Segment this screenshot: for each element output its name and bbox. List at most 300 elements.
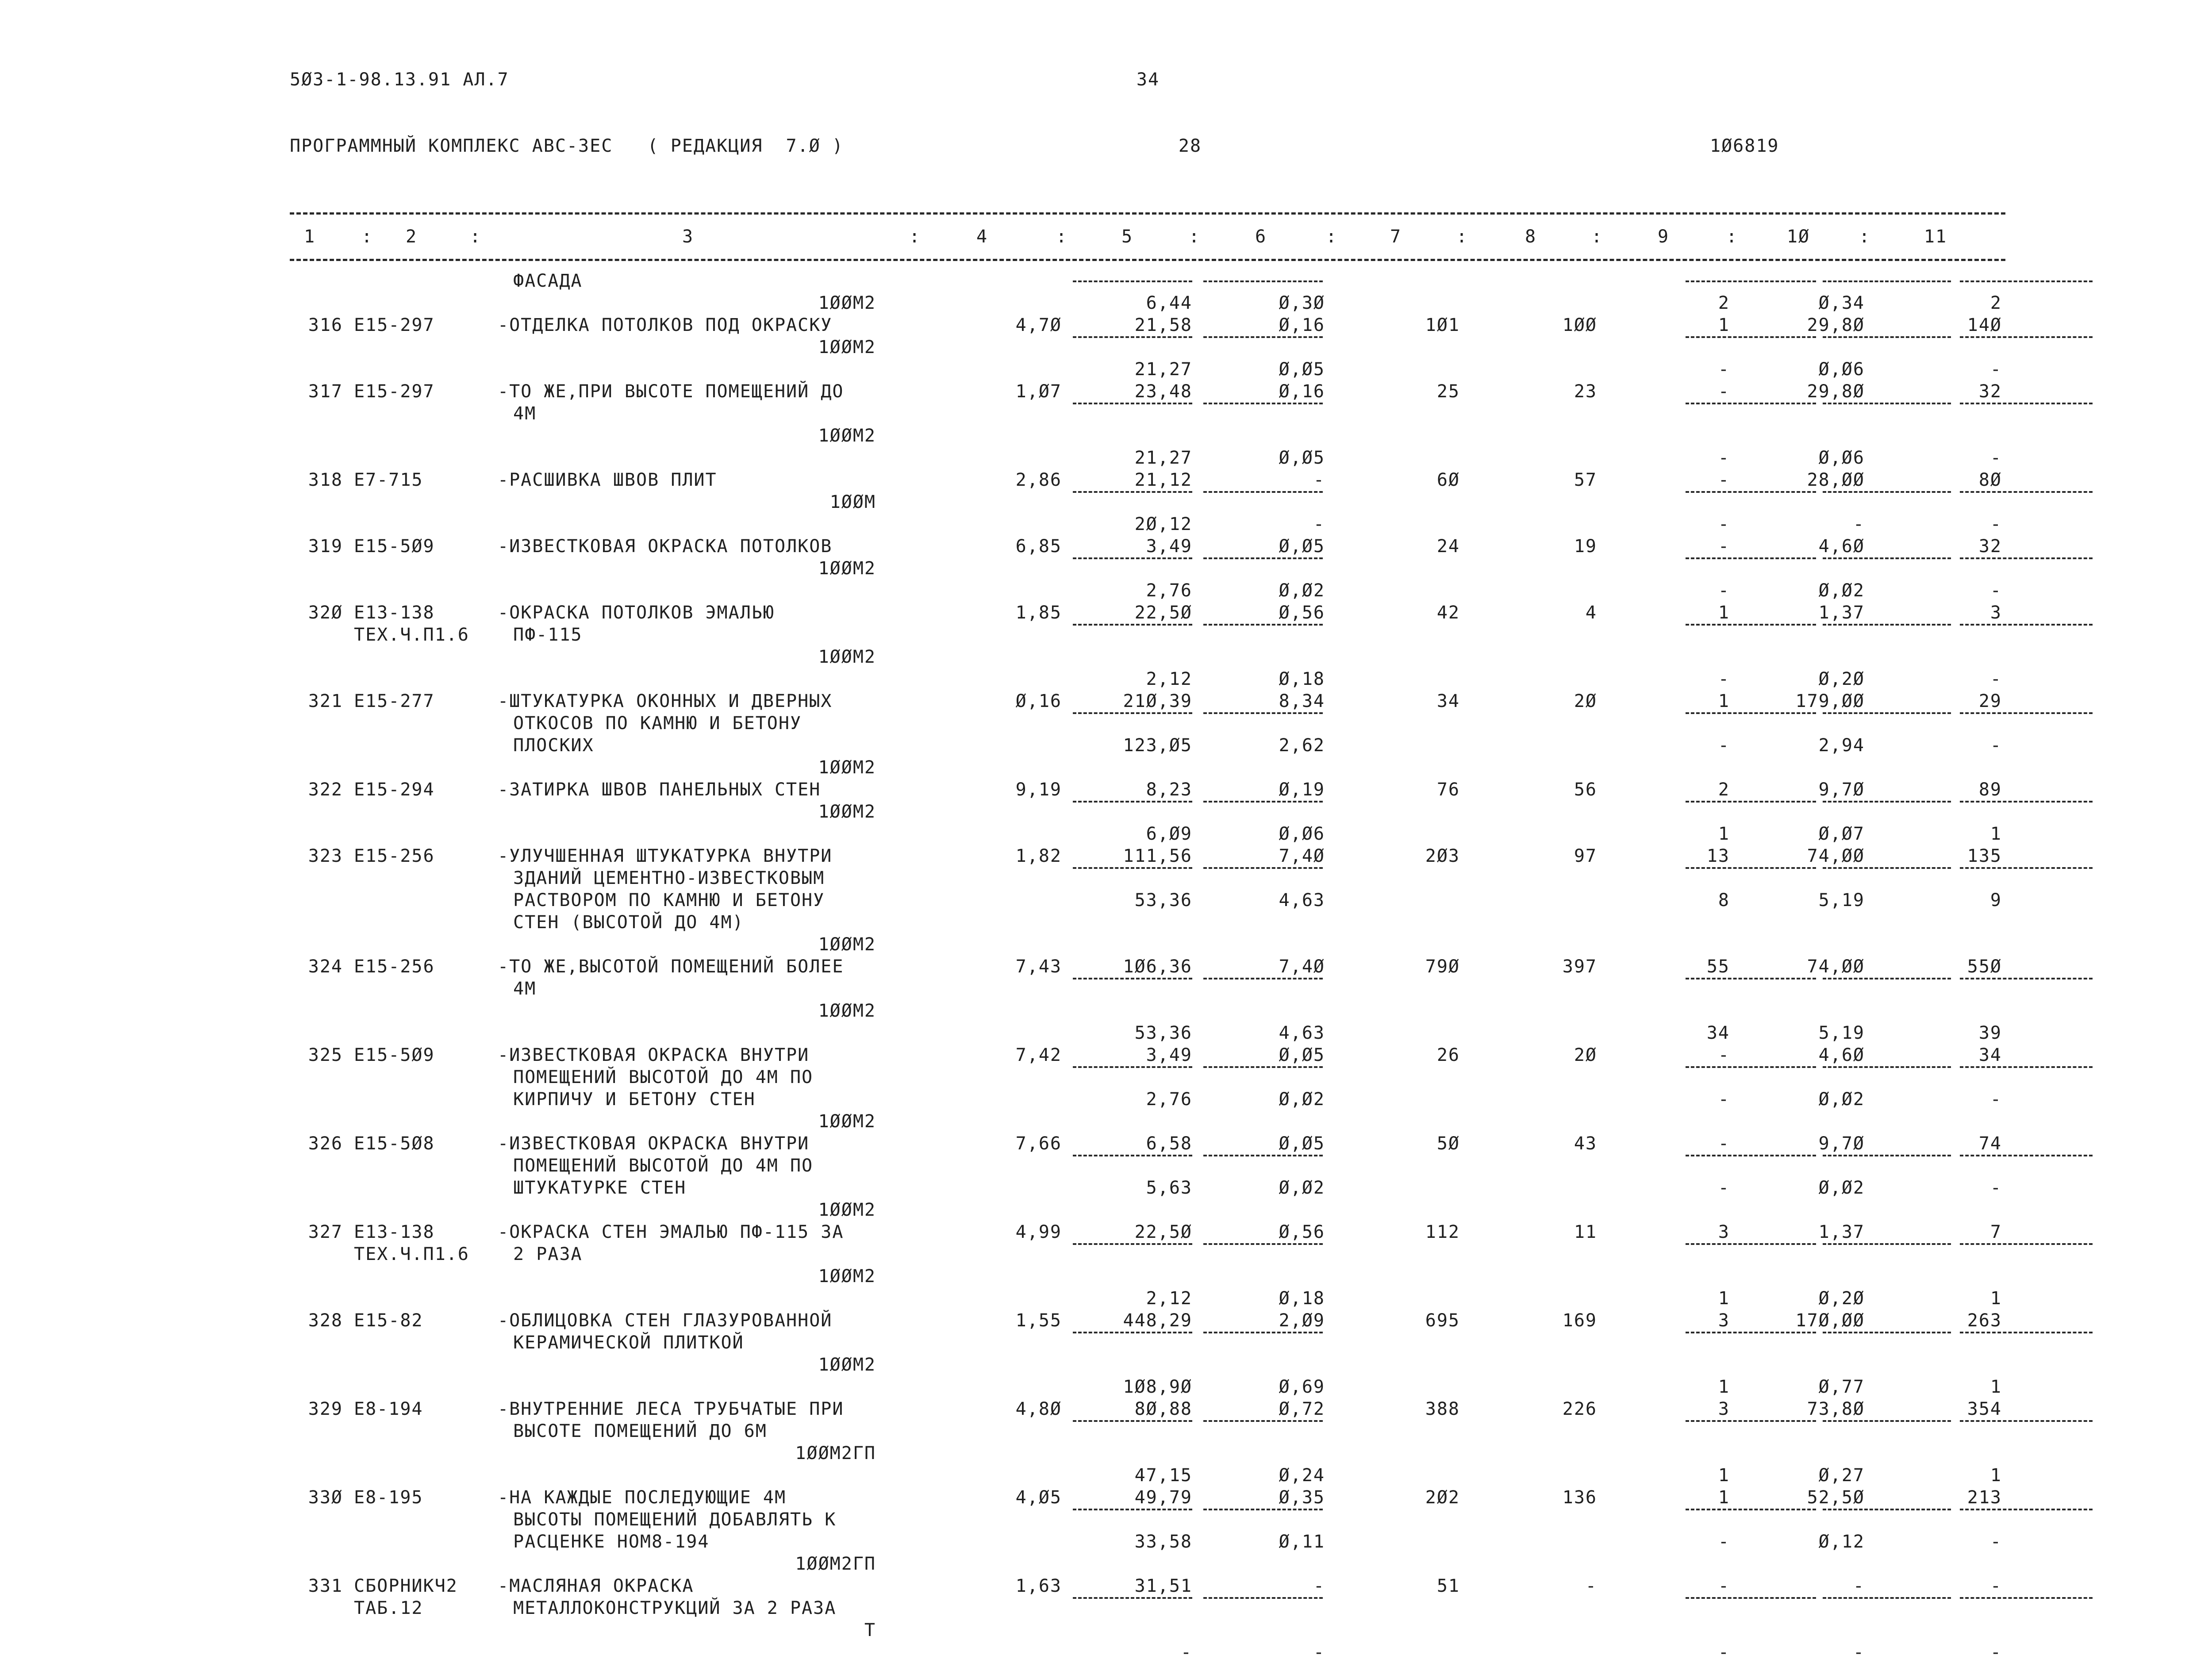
cell-c11: - (1990, 448, 2002, 468)
row-code: Е15-277 (354, 691, 435, 711)
row-code: Е8-194 (354, 1399, 423, 1419)
c11-dash-line (1960, 1597, 2093, 1599)
column-number: 3 (682, 227, 694, 247)
row-number: 33Ø (308, 1487, 343, 1508)
cell-c10: 29,8Ø (1807, 315, 1865, 335)
cell-c7: 2Ø3 (1425, 846, 1460, 866)
cell-c6: Ø,Ø5 (1279, 1133, 1325, 1154)
c5-dash-line (1073, 867, 1192, 869)
column-number: 2 (405, 227, 418, 247)
cell-c9: 2 (1718, 293, 1730, 313)
row-code: Е15-5Ø9 (354, 1045, 435, 1065)
cell-c10: Ø,2Ø (1818, 669, 1865, 689)
cell-c7: 79Ø (1425, 956, 1460, 977)
cell-c7: 42 (1436, 603, 1460, 623)
column-number: 11 (1924, 227, 1947, 247)
unit-label: 1ØØМ2 (818, 1200, 876, 1220)
c9-dash-line (1686, 624, 1816, 626)
cell-c7: 76 (1436, 780, 1460, 800)
cell-c6: Ø,18 (1279, 669, 1325, 689)
cell-c10: 9,7Ø (1818, 1133, 1865, 1154)
cell-c7: 2Ø2 (1425, 1487, 1460, 1508)
cell-c9: 1 (1718, 603, 1730, 623)
cell-c10: Ø,Ø2 (1818, 1178, 1865, 1198)
row-description: ПЛОСКИХ (513, 735, 594, 756)
cell-c10: Ø,Ø2 (1818, 1089, 1865, 1110)
c11-dash-line (1960, 491, 2093, 493)
row-number: 324 (308, 956, 343, 977)
cell-c6: 7,4Ø (1279, 846, 1325, 866)
c5-dash-line (1073, 336, 1192, 338)
cell-c11: 2 (1990, 293, 2002, 313)
cell-c5: 21,58 (1134, 315, 1192, 335)
column-separator: : (1056, 227, 1068, 247)
cell-c6: Ø,3Ø (1279, 293, 1325, 313)
c9-dash-line (1686, 1155, 1816, 1156)
c10-dash-line (1823, 1509, 1951, 1510)
page-number: 34 (1136, 69, 1160, 90)
row-description: РАСТВОРОМ ПО КАМНЮ И БЕТОНУ (513, 890, 825, 910)
cell-c11: 55Ø (1967, 956, 2002, 977)
c9-dash-line (1686, 1420, 1816, 1422)
cell-c6: Ø,69 (1279, 1377, 1325, 1397)
row-description: КЕРАМИЧЕСКОЙ ПЛИТКОЙ (513, 1333, 744, 1353)
c10-dash-line (1823, 1332, 1951, 1333)
cell-c4: 7,42 (1015, 1045, 1062, 1065)
cell-c5: 21Ø,39 (1123, 691, 1192, 711)
c9-dash-line (1686, 491, 1816, 493)
row-code: ТЕХ.Ч.П1.6 (354, 625, 469, 645)
cell-c11: 39 (1978, 1023, 2002, 1043)
cell-c5: 2Ø,12 (1134, 514, 1192, 534)
cell-c6: 2,Ø9 (1279, 1310, 1325, 1331)
cell-c9: - (1718, 470, 1730, 490)
cell-c10: 4,6Ø (1818, 536, 1865, 557)
c10-dash-line (1823, 557, 1951, 559)
row-code: Е8-195 (354, 1487, 423, 1508)
cell-c5: 8,23 (1146, 780, 1192, 800)
cell-c11: - (1990, 514, 2002, 534)
sheet-number: 28 (1178, 136, 1202, 156)
c9-dash-line (1686, 1597, 1816, 1599)
cell-c5: 8Ø,88 (1134, 1399, 1192, 1419)
c9-dash-line (1686, 978, 1816, 979)
c10-dash-line (1823, 801, 1951, 803)
unit-label: 1ØØМ2 (818, 1111, 876, 1132)
cell-c6: Ø,Ø6 (1279, 824, 1325, 844)
column-separator: : (1456, 227, 1468, 247)
cell-c10: Ø,Ø7 (1818, 824, 1865, 844)
c6-dash-line (1203, 1155, 1323, 1156)
cell-c9: - (1718, 1576, 1730, 1596)
cell-c5: 2,12 (1146, 669, 1192, 689)
c9-dash-line (1686, 403, 1816, 404)
cell-c5: 31,51 (1134, 1576, 1192, 1596)
cell-c5: 6,44 (1146, 293, 1192, 313)
c5-dash-line (1073, 491, 1192, 493)
cell-c6: Ø,Ø2 (1279, 1089, 1325, 1110)
cell-c5: 21,27 (1134, 448, 1192, 468)
c6-dash-line (1203, 1066, 1323, 1068)
cell-c8: 4 (1585, 603, 1597, 623)
cell-c7: 1Ø1 (1425, 315, 1460, 335)
c6-dash-line (1203, 712, 1323, 714)
cell-c7: 5Ø (1436, 1133, 1460, 1154)
cell-c8: 2Ø (1574, 691, 1597, 711)
cell-c11: 1 (1990, 1288, 2002, 1309)
row-code: Е15-294 (354, 780, 435, 800)
cell-c11: - (1990, 1532, 2002, 1552)
cell-c10: - (1853, 1642, 1865, 1663)
section-text: ФАСАДА (513, 271, 583, 291)
cell-c8: 57 (1574, 470, 1597, 490)
column-number: 1Ø (1786, 227, 1810, 247)
cell-c9: 55 (1706, 956, 1730, 977)
c11-dash-line (1960, 978, 2093, 979)
column-separator: : (1325, 227, 1338, 247)
cell-c6: 4,63 (1279, 1023, 1325, 1043)
cell-c9: 3 (1718, 1399, 1730, 1419)
c5-dash-line (1073, 978, 1192, 979)
column-number: 8 (1525, 227, 1537, 247)
column-number: 1 (303, 227, 316, 247)
row-number: 326 (308, 1133, 343, 1154)
column-number: 7 (1390, 227, 1402, 247)
c11-dash-line (1960, 867, 2093, 869)
cell-c10: 28,ØØ (1807, 470, 1865, 490)
unit-label: 1ØØМ2 (818, 1355, 876, 1375)
cell-c10: Ø,Ø2 (1818, 580, 1865, 601)
cell-c4: 1,63 (1015, 1576, 1062, 1596)
cell-c10: 52,5Ø (1807, 1487, 1865, 1508)
column-separator: : (909, 227, 921, 247)
cell-c9: 3 (1718, 1222, 1730, 1242)
cell-c8: 19 (1574, 536, 1597, 557)
cell-c6: Ø,56 (1279, 1222, 1325, 1242)
cell-c6: 4,63 (1279, 890, 1325, 910)
row-number: 327 (308, 1222, 343, 1242)
c10-dash-line (1823, 867, 1951, 869)
cell-c9: - (1718, 1089, 1730, 1110)
cell-c4: 7,43 (1015, 956, 1062, 977)
c10-dash-line (1823, 1155, 1951, 1156)
cell-c9: - (1718, 669, 1730, 689)
cell-c10: 2,94 (1818, 735, 1865, 756)
cell-c8: 56 (1574, 780, 1597, 800)
cell-c11: 29 (1978, 691, 2002, 711)
c9-dash-line (1686, 1243, 1816, 1245)
cell-c9: 8 (1718, 890, 1730, 910)
cell-c4: Ø,16 (1015, 691, 1062, 711)
cell-c7: 695 (1425, 1310, 1460, 1331)
cell-c5: 22,5Ø (1134, 1222, 1192, 1242)
cell-c11: - (1990, 1576, 2002, 1596)
cell-c10: Ø,12 (1818, 1532, 1865, 1552)
row-description: -ОКРАСКА ПОТОЛКОВ ЭМАЛЬЮ (498, 603, 775, 623)
row-code: Е13-138 (354, 603, 435, 623)
cell-c8: 2Ø (1574, 1045, 1597, 1065)
c11-dash-line (1960, 557, 2093, 559)
cell-c5: 53,36 (1134, 1023, 1192, 1043)
cell-c11: 1 (1990, 824, 2002, 844)
row-description: ПОМЕЩЕНИЙ ВЫСОТОЙ ДО 4М ПО (513, 1156, 814, 1176)
cell-c9: - (1718, 359, 1730, 380)
row-description: -ИЗВЕСТКОВАЯ ОКРАСКА ВНУТРИ (498, 1133, 810, 1154)
c5-dash-line (1073, 1243, 1192, 1245)
cell-c8: - (1585, 1576, 1597, 1596)
row-description: -ИЗВЕСТКОВАЯ ОКРАСКА ПОТОЛКОВ (498, 536, 833, 557)
c11-dash-line (1960, 403, 2093, 404)
cell-c5: 6,Ø9 (1146, 824, 1192, 844)
row-code: ТЕХ.Ч.П1.6 (354, 1244, 469, 1264)
c9-dash-line (1686, 1509, 1816, 1510)
cell-c9: 1 (1718, 691, 1730, 711)
c9-dash-line (1686, 867, 1816, 869)
c10-dash-line (1823, 280, 1951, 282)
row-description: -МАСЛЯНАЯ ОКРАСКА (498, 1576, 694, 1596)
c9-dash-line (1686, 557, 1816, 559)
cell-c9: 3 (1718, 1310, 1730, 1331)
cell-c10: 5,19 (1818, 1023, 1865, 1043)
unit-label: 1ØØМ2 (818, 337, 876, 357)
cell-c10: 74,ØØ (1807, 846, 1865, 866)
c5-dash-line (1073, 1332, 1192, 1333)
cell-c9: 1 (1718, 1465, 1730, 1486)
c5-dash-line (1073, 1597, 1192, 1599)
cell-c6: Ø,11 (1279, 1532, 1325, 1552)
c10-dash-line (1823, 712, 1951, 714)
c10-dash-line (1823, 336, 1951, 338)
cell-c9: 1 (1718, 1377, 1730, 1397)
cell-c8: 397 (1562, 956, 1597, 977)
c11-dash-line (1960, 1243, 2093, 1245)
row-code: Е15-297 (354, 315, 435, 335)
cell-c7: 26 (1436, 1045, 1460, 1065)
cell-c11: - (1990, 580, 2002, 601)
cell-c5: 2,76 (1146, 580, 1192, 601)
cell-c9: - (1718, 1133, 1730, 1154)
row-code: Е15-297 (354, 381, 435, 402)
cell-c11: 3 (1990, 603, 2002, 623)
cell-c4: 4,8Ø (1015, 1399, 1062, 1419)
cell-c9: 1 (1718, 824, 1730, 844)
cell-c11: - (1990, 1089, 2002, 1110)
c5-dash-line (1073, 712, 1192, 714)
cell-c11: 213 (1967, 1487, 2002, 1508)
cell-c11: 32 (1978, 381, 2002, 402)
column-separator: : (361, 227, 373, 247)
cell-c6: Ø,35 (1279, 1487, 1325, 1508)
row-number: 319 (308, 536, 343, 557)
row-description: ВЫСОТЕ ПОМЕЩЕНИЙ ДО 6М (513, 1421, 767, 1441)
row-code: Е7-715 (354, 470, 423, 490)
c6-dash-line (1203, 557, 1323, 559)
cell-c10: 74,ØØ (1807, 956, 1865, 977)
cell-c11: 14Ø (1967, 315, 2002, 335)
row-description: ПФ-115 (513, 625, 583, 645)
cell-c7: 34 (1436, 691, 1460, 711)
header-rule-bottom (290, 259, 2005, 261)
unit-label: 1ØØМ2ГП (795, 1443, 876, 1463)
column-separator: : (1859, 227, 1871, 247)
cell-c10: 29,8Ø (1807, 381, 1865, 402)
row-code: Е13-138 (354, 1222, 435, 1242)
unit-label: 1ØØМ2 (818, 426, 876, 446)
cell-c10: 17Ø,ØØ (1795, 1310, 1865, 1331)
cell-c6: - (1313, 1576, 1325, 1596)
row-description: ВЫСОТЫ ПОМЕЩЕНИЙ ДОБАВЛЯТЬ К (513, 1509, 837, 1530)
c6-dash-line (1203, 1509, 1323, 1510)
cell-c11: 32 (1978, 536, 2002, 557)
row-number: 316 (308, 315, 343, 335)
unit-label: Т (864, 1620, 876, 1640)
unit-label: 1ØØМ2 (818, 1266, 876, 1287)
c6-dash-line (1203, 624, 1323, 626)
cell-c10: - (1853, 514, 1865, 534)
cell-c10: Ø,Ø6 (1818, 359, 1865, 380)
cell-c9: - (1718, 1532, 1730, 1552)
cell-c11: 1 (1990, 1377, 2002, 1397)
cell-c6: 2,62 (1279, 735, 1325, 756)
cell-c10: Ø,27 (1818, 1465, 1865, 1486)
cell-c9: 34 (1706, 1023, 1730, 1043)
cell-c4: 7,66 (1015, 1133, 1062, 1154)
cell-c9: - (1718, 1178, 1730, 1198)
cell-c5: 49,79 (1134, 1487, 1192, 1508)
row-description: -ОКРАСКА СТЕН ЭМАЛЬЮ ПФ-115 ЗА (498, 1222, 844, 1242)
cell-c6: Ø,Ø5 (1279, 1045, 1325, 1065)
row-number: 328 (308, 1310, 343, 1331)
c11-dash-line (1960, 280, 2093, 282)
c10-dash-line (1823, 1243, 1951, 1245)
column-number: 5 (1121, 227, 1133, 247)
cell-c6: Ø,72 (1279, 1399, 1325, 1419)
row-description: 2 РАЗА (513, 1244, 583, 1264)
unit-label: 1ØØМ2 (818, 934, 876, 955)
c5-dash-line (1073, 1155, 1192, 1156)
cell-c8: 43 (1574, 1133, 1597, 1154)
cell-c11: 7 (1990, 1222, 2002, 1242)
cell-c11: 263 (1967, 1310, 2002, 1331)
cell-c8: 226 (1562, 1399, 1597, 1419)
unit-label: 1ØØМ2 (818, 293, 876, 313)
cell-c6: 8,34 (1279, 691, 1325, 711)
cell-c9: - (1718, 580, 1730, 601)
cell-c4: 1,Ø7 (1015, 381, 1062, 402)
cell-c6: Ø,16 (1279, 381, 1325, 402)
cell-c7: 51 (1436, 1576, 1460, 1596)
c6-dash-line (1203, 1332, 1323, 1333)
row-description: РАСЦЕНКЕ НОМ8-194 (513, 1532, 710, 1552)
row-description: -ЗАТИРКА ШВОВ ПАНЕЛЬНЫХ СТЕН (498, 780, 821, 800)
c6-dash-line (1203, 280, 1323, 282)
cell-c6: - (1313, 1642, 1325, 1663)
cell-c5: 2,76 (1146, 1089, 1192, 1110)
row-description: -УЛУЧШЕННАЯ ШТУКАТУРКА ВНУТРИ (498, 846, 833, 866)
cell-c6: Ø,24 (1279, 1465, 1325, 1486)
cell-c8: 136 (1562, 1487, 1597, 1508)
row-description: -ТО ЖЕ,ПРИ ВЫСОТЕ ПОМЕЩЕНИЙ ДО (498, 381, 844, 402)
cell-c11: 34 (1978, 1045, 2002, 1065)
c10-dash-line (1823, 491, 1951, 493)
row-number: 32Ø (308, 603, 343, 623)
c11-dash-line (1960, 1509, 2093, 1510)
c10-dash-line (1823, 1597, 1951, 1599)
cell-c11: - (1990, 359, 2002, 380)
cell-c9: - (1718, 536, 1730, 557)
row-description: -ОТДЕЛКА ПОТОЛКОВ ПОД ОКРАСКУ (498, 315, 833, 335)
cell-c5: 2,12 (1146, 1288, 1192, 1309)
row-code: ТАБ.12 (354, 1598, 423, 1618)
row-description: ШТУКАТУРКЕ СТЕН (513, 1178, 687, 1198)
row-description: КИРПИЧУ И БЕТОНУ СТЕН (513, 1089, 756, 1110)
c9-dash-line (1686, 336, 1816, 338)
cell-c6: - (1313, 470, 1325, 490)
column-separator: : (1591, 227, 1603, 247)
c6-dash-line (1203, 1243, 1323, 1245)
cell-c9: - (1718, 448, 1730, 468)
cell-c6: Ø,Ø5 (1279, 536, 1325, 557)
row-description: -ВНУТРЕННИЕ ЛЕСА ТРУБЧАТЫЕ ПРИ (498, 1399, 844, 1419)
cell-c11: 89 (1978, 780, 2002, 800)
c11-dash-line (1960, 1066, 2093, 1068)
c11-dash-line (1960, 1155, 2093, 1156)
c11-dash-line (1960, 712, 2093, 714)
c6-dash-line (1203, 978, 1323, 979)
c9-dash-line (1686, 801, 1816, 803)
cell-c4: 4,7Ø (1015, 315, 1062, 335)
c5-dash-line (1073, 557, 1192, 559)
cell-c7: 24 (1436, 536, 1460, 557)
cell-c6: Ø,18 (1279, 1288, 1325, 1309)
cell-c9: - (1718, 1045, 1730, 1065)
unit-label: 1ØØМ2 (818, 1001, 876, 1021)
cell-c5: 123,Ø5 (1123, 735, 1192, 756)
cell-c5: - (1180, 1642, 1192, 1663)
cell-c5: 1Ø6,36 (1123, 956, 1192, 977)
cell-c8: 97 (1574, 846, 1597, 866)
cell-c4: 1,85 (1015, 603, 1062, 623)
c9-dash-line (1686, 280, 1816, 282)
c6-dash-line (1203, 491, 1323, 493)
cell-c6: Ø,Ø2 (1279, 1178, 1325, 1198)
cell-c6: Ø,19 (1279, 780, 1325, 800)
cell-c10: 73,8Ø (1807, 1399, 1865, 1419)
cell-c11: - (1990, 669, 2002, 689)
cell-c10: 1,37 (1818, 1222, 1865, 1242)
cell-c9: - (1718, 514, 1730, 534)
cell-c4: 4,99 (1015, 1222, 1062, 1242)
cell-c11: - (1990, 1178, 2002, 1198)
row-description: -ОБЛИЦОВКА СТЕН ГЛАЗУРОВАННОЙ (498, 1310, 833, 1331)
cell-c6: - (1313, 514, 1325, 534)
cell-c11: 74 (1978, 1133, 2002, 1154)
column-number: 4 (976, 227, 988, 247)
cell-c11: 135 (1967, 846, 2002, 866)
cell-c5: 23,48 (1134, 381, 1192, 402)
cell-c5: 53,36 (1134, 890, 1192, 910)
cell-c7: 25 (1436, 381, 1460, 402)
unit-label: 1ØØМ2 (818, 757, 876, 778)
row-description: МЕТАЛЛОКОНСТРУКЦИЙ ЗА 2 РАЗА (513, 1598, 837, 1618)
row-description: 4М (513, 979, 537, 999)
row-code: Е15-82 (354, 1310, 423, 1331)
unit-label: 1ØØМ2 (818, 647, 876, 667)
row-description: -ШТУКАТУРКА ОКОННЫХ И ДВЕРНЫХ (498, 691, 833, 711)
cell-c9: 2 (1718, 780, 1730, 800)
cell-c10: 5,19 (1818, 890, 1865, 910)
c9-dash-line (1686, 1332, 1816, 1333)
